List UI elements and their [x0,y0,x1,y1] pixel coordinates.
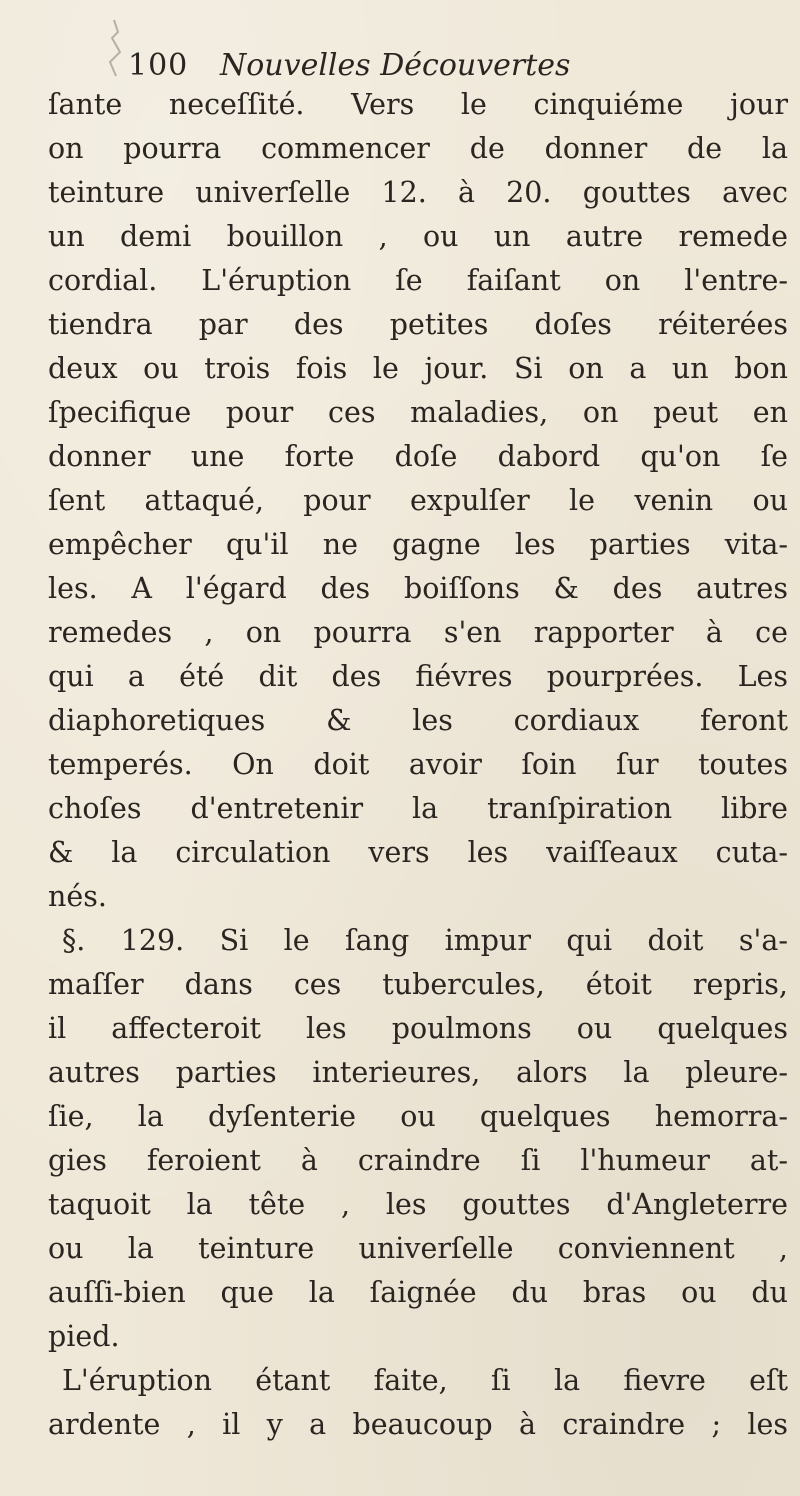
text-line: L'éruption étant faite, ſi la fievre eſt [62,1364,788,1397]
text-line: empêcher qu'il ne gagne les parties vita- [48,528,788,561]
text-line: auſſi-bien que la ſaignée du bras ou du [48,1276,788,1309]
text-line: ſent attaqué, pour expulſer le venin ou [48,484,788,517]
text-line: ou la teinture univerſelle conviennent , [48,1232,788,1265]
text-line: pied. [48,1320,120,1353]
text-line: maſſer dans ces tubercules, étoit repris, [48,968,788,1001]
text-line: qui a été dit des fiévres pourprées. Les [48,660,788,693]
text-line: cordial. L'éruption ſe faiſant on l'entre- [48,264,788,297]
text-line: un demi bouillon , ou un autre remede [48,220,788,253]
text-line: les. A l'égard des boiſſons & des autres [48,572,788,605]
text-line: on pourra commencer de donner de la [48,132,788,165]
text-line: gies feroient à craindre ſi l'humeur at- [48,1144,788,1177]
text-line: choſes d'entretenir la tranſpiration libre [48,792,788,825]
text-line: & la circulation vers les vaiſſeaux cuta- [48,836,788,869]
text-line: ſpecifique pour ces maladies, on peut en [48,396,788,429]
running-title: Nouvelles Découvertes [220,48,571,83]
text-line: deux ou trois fois le jour. Si on a un bon [48,352,788,385]
text-line: teinture univerſelle 12. à 20. gouttes avec [48,176,788,209]
page-number: 100 [128,48,189,83]
text-line: ſie, la dyſenterie ou quelques hemorra- [48,1100,788,1133]
text-line: il affecteroit les poulmons ou quelques [48,1012,788,1045]
text-line: ſante neceſſité. Vers le cinquiéme jour [48,88,788,121]
text-line: donner une forte doſe dabord qu'on ſe [48,440,788,473]
text-line: temperés. On doit avoir ſoin ſur toutes [48,748,788,781]
text-line: tiendra par des petites doſes réiterées [48,308,788,341]
page-header [128,46,688,86]
text-line: autres parties interieures, alors la pleure- [48,1056,788,1089]
text-line: remedes , on pourra s'en rapporter à ce [48,616,788,649]
text-line: taquoit la tête , les gouttes d'Angleterre [48,1188,788,1221]
body-text [48,83,788,1447]
text-line: diaphoretiques & les cordiaux feront [48,704,788,737]
text-line: nés. [48,880,107,913]
section-heading-line: §. 129. Si le ſang impur qui doit s'a- [62,924,788,957]
text-line: ardente , il y a beaucoup à craindre ; les [48,1408,788,1441]
